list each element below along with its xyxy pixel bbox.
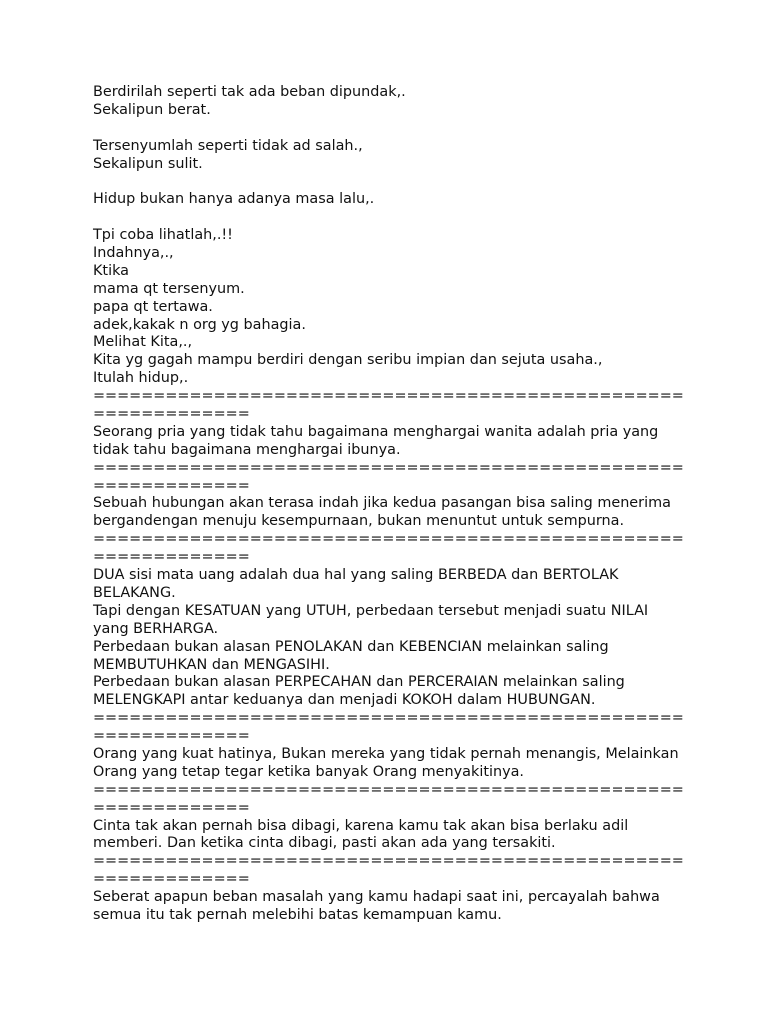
text-line: Perbedaan bukan alasan PENOLAKAN dan KEBENCIAN melainkan saling (93, 638, 609, 655)
text-line: Tpi coba lihatlah,.!! (93, 227, 233, 244)
text-line: Hidup bukan hanya adanya masa lalu,. (93, 191, 375, 208)
text-line: Seorang pria yang tidak tahu bagaimana menghargai wanita adalah pria yang (93, 423, 659, 440)
text-line: bergandengan menuju kesempurnaan, bukan menuntut untuk sempurna. (93, 513, 625, 530)
separator-line: ============= (93, 477, 250, 494)
text-line: Orang yang kuat hatinya, Bukan mereka yang tidak pernah menangis, Melainkan (93, 745, 679, 762)
text-line: Sebuah hubungan akan terasa indah jika kedua pasangan bisa saling menerima (93, 495, 671, 512)
separator-line: ================================================= (93, 459, 684, 476)
text-line: MELENGKAPI antar keduanya dan menjadi KOKOH dalam HUBUNGAN. (93, 692, 596, 709)
separator-line: ============= (93, 871, 250, 888)
text-line: Itulah hidup,. (93, 370, 189, 387)
text-line: DUA sisi mata uang adalah dua hal yang saling BERBEDA dan BERTOLAK (93, 567, 619, 584)
text-line: Cinta tak akan pernah bisa dibagi, karena kamu tak akan bisa berlaku adil (93, 817, 629, 834)
blank-line (93, 173, 693, 191)
text-line: Ktika (93, 262, 129, 279)
text-line: Sekalipun sulit. (93, 155, 203, 172)
text-line: yang BERHARGA. (93, 620, 219, 637)
separator-line: ============= (93, 728, 250, 745)
text-line: Melihat Kita,., (93, 334, 193, 351)
text-line: mama qt tersenyum. (93, 280, 245, 297)
separator-line: ============= (93, 406, 250, 423)
text-line: Tapi dengan KESATUAN yang UTUH, perbedaan tersebut menjadi suatu NILAI (93, 602, 649, 619)
separator-line: ================================================= (93, 710, 684, 727)
separator-line: ============= (93, 799, 250, 816)
text-line: Tersenyumlah seperti tidak ad salah., (93, 137, 363, 154)
blank-line (93, 209, 693, 227)
separator-line: ================================================= (93, 531, 684, 548)
text-line: Berdirilah seperti tak ada beban dipundak,. (93, 84, 406, 100)
text-line: Orang yang tetap tegar ketika banyak Orang menyakitinya. (93, 763, 524, 780)
text-line: MEMBUTUHKAN dan MENGASIHI. (93, 656, 330, 673)
text-line: Seberat apapun beban masalah yang kamu hadapi saat ini, percayalah bahwa (93, 889, 660, 906)
text-line: Indahnya,., (93, 245, 174, 262)
text-line: memberi. Dan ketika cinta dibagi, pasti akan ada yang tersakiti. (93, 835, 556, 852)
separator-line: ================================================= (93, 781, 684, 798)
separator-line: ============= (93, 549, 250, 566)
text-line: BELAKANG. (93, 584, 176, 601)
blank-line (93, 120, 693, 138)
text-line: Perbedaan bukan alasan PERPECAHAN dan PERCERAIAN melainkan saling (93, 674, 625, 691)
document-text (93, 84, 693, 925)
separator-line: ================================================= (93, 853, 684, 870)
text-line: semua itu tak pernah melebihi batas kemampuan kamu. (93, 906, 502, 923)
text-line: tidak tahu bagaimana menghargai ibunya. (93, 441, 401, 458)
text-line: papa qt tertawa. (93, 298, 213, 315)
text-line: Sekalipun berat. (93, 101, 211, 118)
separator-line: ================================================= (93, 388, 684, 405)
text-line: Kita yg gagah mampu berdiri dengan seribu impian dan sejuta usaha., (93, 352, 603, 369)
text-line: adek,kakak n org yg bahagia. (93, 316, 306, 333)
